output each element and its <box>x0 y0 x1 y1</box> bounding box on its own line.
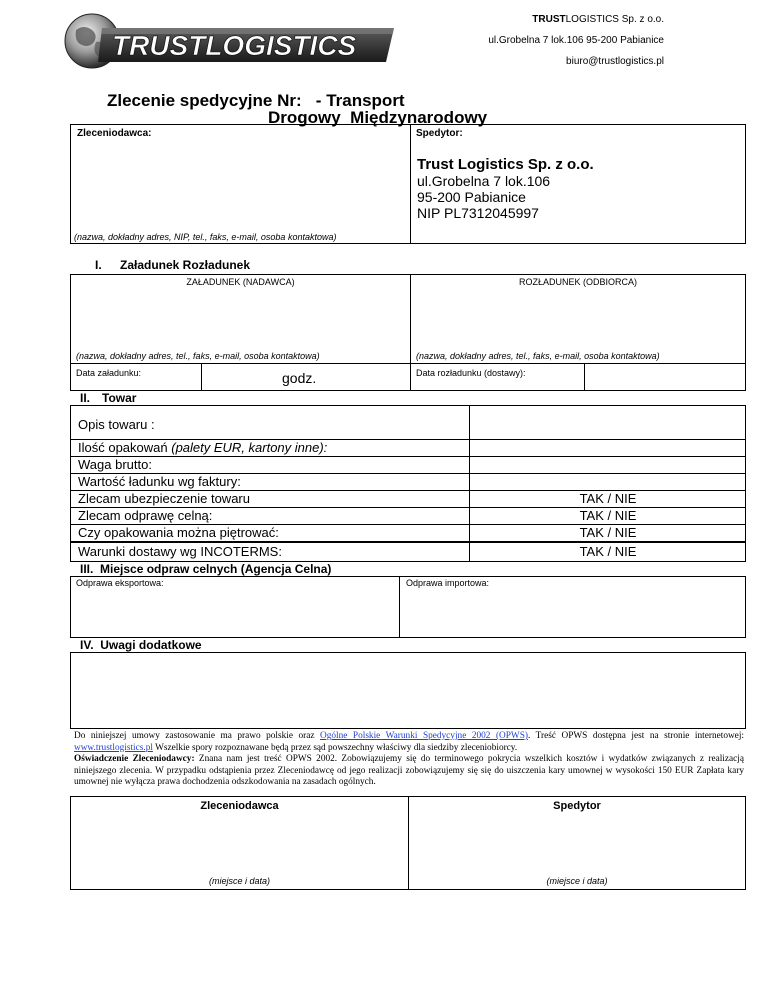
forwarder-nip: NIP PL7312045997 <box>417 205 539 221</box>
client-hint: (nazwa, dokładny adres, NIP, tel., faks, e-mail, osoba kontaktowa) <box>74 232 337 242</box>
legal-p1-b: . Treść OPWS dostępna jest na stronie internetowej: <box>527 731 744 741</box>
stacking-yes-no[interactable]: TAK / NIE <box>579 525 637 540</box>
export-clearance-label: Odprawa eksportowa: <box>76 578 164 588</box>
packages-hint: (palety EUR, kartony inne): <box>171 440 328 455</box>
company-logo-text: TRUSTLOGISTICS <box>112 30 357 61</box>
loading-header: ZAŁADUNEK (NADAWCA) <box>186 277 295 287</box>
goods-row-customs[interactable] <box>70 507 746 524</box>
goods-row-weight[interactable] <box>70 456 746 473</box>
loading-hint: (nazwa, dokładny adres, tel., faks, e-mail, osoba kontaktowa) <box>76 351 320 361</box>
signature-forwarder-label: Spedytor <box>553 800 601 812</box>
goods-row-insurance[interactable] <box>70 490 746 507</box>
goods-row-value[interactable] <box>70 473 746 490</box>
legal-p2-bold: Oświadczenie Zleceniodawcy: <box>74 754 195 765</box>
section3-title: III. Miejsce odpraw celnych (Agencja Celna) <box>80 562 332 576</box>
section2-number: II. <box>80 391 91 405</box>
customs-label: Zlecam odprawę celną: <box>78 508 213 523</box>
unloading-hint: (nazwa, dokładny adres, tel., faks, e-mail, osoba kontaktowa) <box>416 351 660 361</box>
unloading-date-label: Data rozładunku (dostawy): <box>416 368 526 378</box>
forwarder-name: Trust Logistics Sp. z o.o. <box>417 156 594 173</box>
client-box[interactable] <box>70 124 411 244</box>
legal-p2-text: Znana nam jest treść OPWS 2002. Zobowiązujemy się do terminowego pokrycia wszelkich kosztów i wydatków związanych z realizacją niniejszego zlecenia. W przypadku odstąpienia przez Zleceniodawcę od jego realizacji zobowiązujemy się się do uiszczenia kary umownej w wysokości 150 EUR Zapłata kary umownej nie wyłącza prawa dochodzenia odszkodowania na zasadach ogólnych. <box>74 754 744 788</box>
company-address: ul.Grobelna 7 lok.106 95-200 Pabianice <box>488 35 664 46</box>
signature-forwarder-place-date: (miejsce i data) <box>546 876 608 886</box>
page-title-line2: Drogowy Międzynarodowy <box>268 108 488 127</box>
description-label: Opis towaru : <box>78 417 155 432</box>
forwarder-label: Spedytor: <box>416 128 463 139</box>
signature-client-label: Zleceniodawca <box>200 800 279 812</box>
goods-row-stacking[interactable] <box>70 524 746 541</box>
legal-p1-c: Wszelkie spory rozpoznawane będą przez sąd powszechny właściwy dla siedziby zleceniobiorcy. <box>152 742 518 753</box>
client-label: Zleceniodawca: <box>77 128 152 139</box>
unloading-header: ROZŁADUNEK (ODBIORCA) <box>518 277 637 287</box>
legal-text <box>74 731 744 789</box>
insurance-yes-no[interactable]: TAK / NIE <box>579 491 637 506</box>
incoterms-yes-no[interactable]: TAK / NIE <box>579 544 637 559</box>
gross-weight-label: Waga brutto: <box>78 457 152 472</box>
company-email: biuro@trustlogistics.pl <box>566 56 664 67</box>
section1-title: Załadunek Rozładunek <box>120 258 251 272</box>
opws-link[interactable]: Ogólne Polskie Warunki Spedycyjne 2002 (OPWS) <box>320 731 528 741</box>
legal-p1-a: Do niniejszej umowy zastosowanie ma prawo polskie oraz <box>74 731 321 741</box>
loading-hour-label: godz. <box>282 370 317 386</box>
forwarder-city: 95-200 Pabianice <box>417 189 526 205</box>
packages-label: Ilość opakowań <box>78 440 172 455</box>
remarks-box[interactable] <box>70 652 746 729</box>
goods-row-incoterms[interactable] <box>70 541 746 562</box>
company-name <box>532 14 664 25</box>
stacking-label: Czy opakowania można piętrować: <box>78 525 279 540</box>
unloading-date-field[interactable] <box>584 363 746 391</box>
forwarder-street: ul.Grobelna 7 lok.106 <box>417 173 551 189</box>
goods-row-packages[interactable] <box>70 439 746 456</box>
website-link[interactable]: www.trustlogistics.pl <box>74 742 153 753</box>
customs-yes-no[interactable]: TAK / NIE <box>579 508 637 523</box>
company-name-bold: TRUST <box>532 14 566 25</box>
incoterms-label: Warunki dostawy wg INCOTERMS: <box>78 544 282 559</box>
company-name-rest: LOGISTICS Sp. z o.o. <box>565 14 664 25</box>
page-title-line1: Zlecenie spedycyjne Nr: - Transport <box>107 91 405 110</box>
value-label: Wartość ładunku wg faktury: <box>78 474 241 489</box>
loading-date-label: Data załadunku: <box>76 368 142 378</box>
section2-title: Towar <box>102 391 137 405</box>
section4-title: IV. Uwagi dodatkowe <box>80 638 202 652</box>
insurance-label: Zlecam ubezpieczenie towaru <box>78 491 250 506</box>
signature-client-place-date: (miejsce i data) <box>208 876 271 886</box>
section1-number: I. <box>95 258 102 272</box>
import-clearance-label: Odprawa importowa: <box>406 578 490 588</box>
